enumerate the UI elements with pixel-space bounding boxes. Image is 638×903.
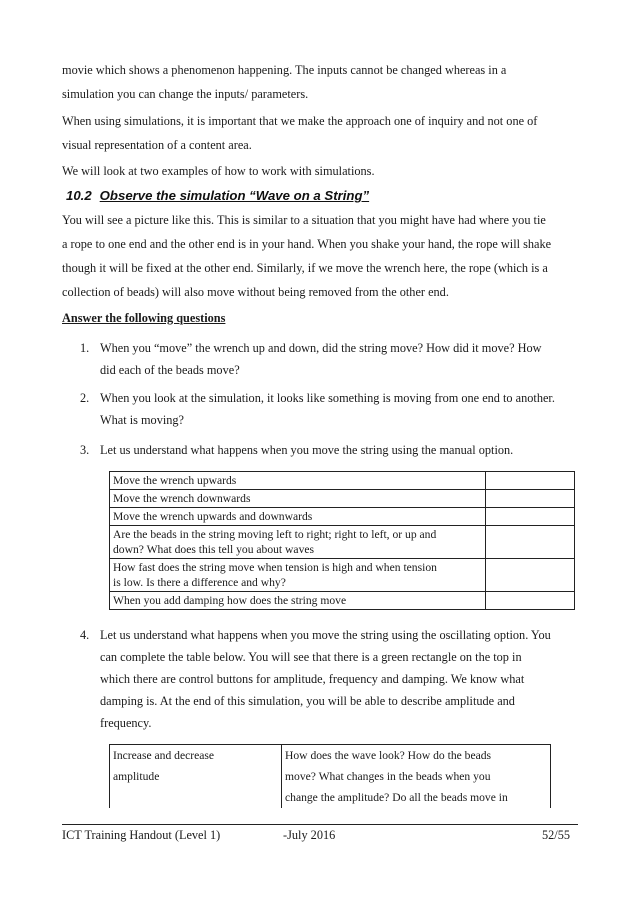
list-text xyxy=(100,624,580,734)
manual-option-table xyxy=(109,471,575,610)
footer-divider xyxy=(62,824,578,825)
oscillating-option-table xyxy=(109,744,551,808)
list-text xyxy=(100,337,580,381)
table-cell-question xyxy=(110,526,486,559)
text-line: can complete the table below. You will see that there is a green rectangle on the top in xyxy=(100,650,522,664)
text-line: is low. Is there a difference and why? xyxy=(113,576,286,589)
text-line: a rope to one end and the other end is in your hand. When you shake your hand, the rope will shake xyxy=(62,237,552,251)
footer-date: -July 2016 xyxy=(283,828,336,842)
section-heading xyxy=(62,188,369,203)
text-line: though it will be fixed at the other end. Similarly, if we move the wrench here, the rope (which is a xyxy=(62,261,548,275)
text-line: down? What does this tell you about waves xyxy=(113,543,315,556)
table-row xyxy=(110,508,575,526)
table-cell-question: Move the wrench upwards and downwards xyxy=(110,508,486,526)
text-line: When you look at the simulation, it looks like something is moving from one end to another. xyxy=(100,391,555,405)
list-text: Let us understand what happens when you move the string using the manual option. xyxy=(100,443,514,457)
text-line: did each of the beads move? xyxy=(100,363,240,377)
text-line: frequency. xyxy=(100,716,152,730)
paragraph-two-examples: We will look at two examples of how to work with simulations. xyxy=(62,164,375,178)
table-cell-answer[interactable] xyxy=(486,559,575,592)
text-line: change the amplitude? Do all the beads move in xyxy=(285,791,508,804)
paragraph-intro xyxy=(62,208,582,304)
footer-page-number: 52/55 xyxy=(542,828,571,842)
table-cell-answer[interactable] xyxy=(486,490,575,508)
text-line: Are the beads in the string moving left to right; right to left, or up and xyxy=(113,528,437,541)
table-cell-answer[interactable] xyxy=(486,526,575,559)
text-line: How does the wave look? How do the beads xyxy=(285,749,492,762)
section-title: Observe the simulation “Wave on a String” xyxy=(99,188,370,203)
paragraph-movie-vs-simulation xyxy=(62,58,582,106)
table-row xyxy=(110,592,575,610)
table-cell-question: Move the wrench upwards xyxy=(110,472,486,490)
text-line: You will see a picture like this. This is similar to a situation that you might have had where you tie xyxy=(62,213,546,227)
table-row xyxy=(110,490,575,508)
table-cell-question: When you add damping how does the string move xyxy=(110,592,486,610)
list-number: 4. xyxy=(80,628,90,642)
table-row xyxy=(110,559,575,592)
text-line: amplitude xyxy=(113,770,160,783)
table-row xyxy=(110,472,575,490)
table-cell-question xyxy=(110,559,486,592)
text-line: When you “move” the wrench up and down, did the string move? How did it move? How xyxy=(100,341,542,355)
text-line: movie which shows a phenomenon happening. The inputs cannot be changed whereas in a xyxy=(62,63,507,77)
text-line: Increase and decrease xyxy=(113,749,215,762)
table-row xyxy=(110,526,575,559)
list-number: 1. xyxy=(80,341,90,355)
list-text xyxy=(100,387,580,431)
questions-heading: Answer the following questions xyxy=(62,311,226,325)
footer-title: ICT Training Handout (Level 1) xyxy=(62,828,221,842)
table-cell-answer[interactable] xyxy=(486,592,575,610)
text-line: When using simulations, it is important that we make the approach one of inquiry and not one of xyxy=(62,114,538,128)
text-line: collection of beads) will also move without being removed from the other end. xyxy=(62,285,449,299)
text-line: simulation you can change the inputs/ parameters. xyxy=(62,87,309,101)
list-number: 3. xyxy=(80,443,90,457)
text-line: What is moving? xyxy=(100,413,185,427)
list-number: 2. xyxy=(80,391,90,405)
text-line: How fast does the string move when tension is high and when tension xyxy=(113,561,437,574)
text-line: visual representation of a content area. xyxy=(62,138,252,152)
table-cell-answer[interactable] xyxy=(486,472,575,490)
text-line: which there are control buttons for amplitude, frequency and damping. We know what xyxy=(100,672,525,686)
table-cell-control xyxy=(110,745,282,809)
section-number: 10.2 xyxy=(66,188,92,203)
text-line: Let us understand what happens when you move the string using the oscillating option. You xyxy=(100,628,551,642)
table-cell-question: Move the wrench downwards xyxy=(110,490,486,508)
paragraph-inquiry-approach xyxy=(62,109,582,157)
table-cell-question xyxy=(282,745,551,809)
table-cell-answer[interactable] xyxy=(486,508,575,526)
text-line: damping is. At the end of this simulation, you will be able to describe amplitude and xyxy=(100,694,515,708)
text-line: move? What changes in the beads when you xyxy=(285,770,491,783)
table-row xyxy=(110,745,551,809)
